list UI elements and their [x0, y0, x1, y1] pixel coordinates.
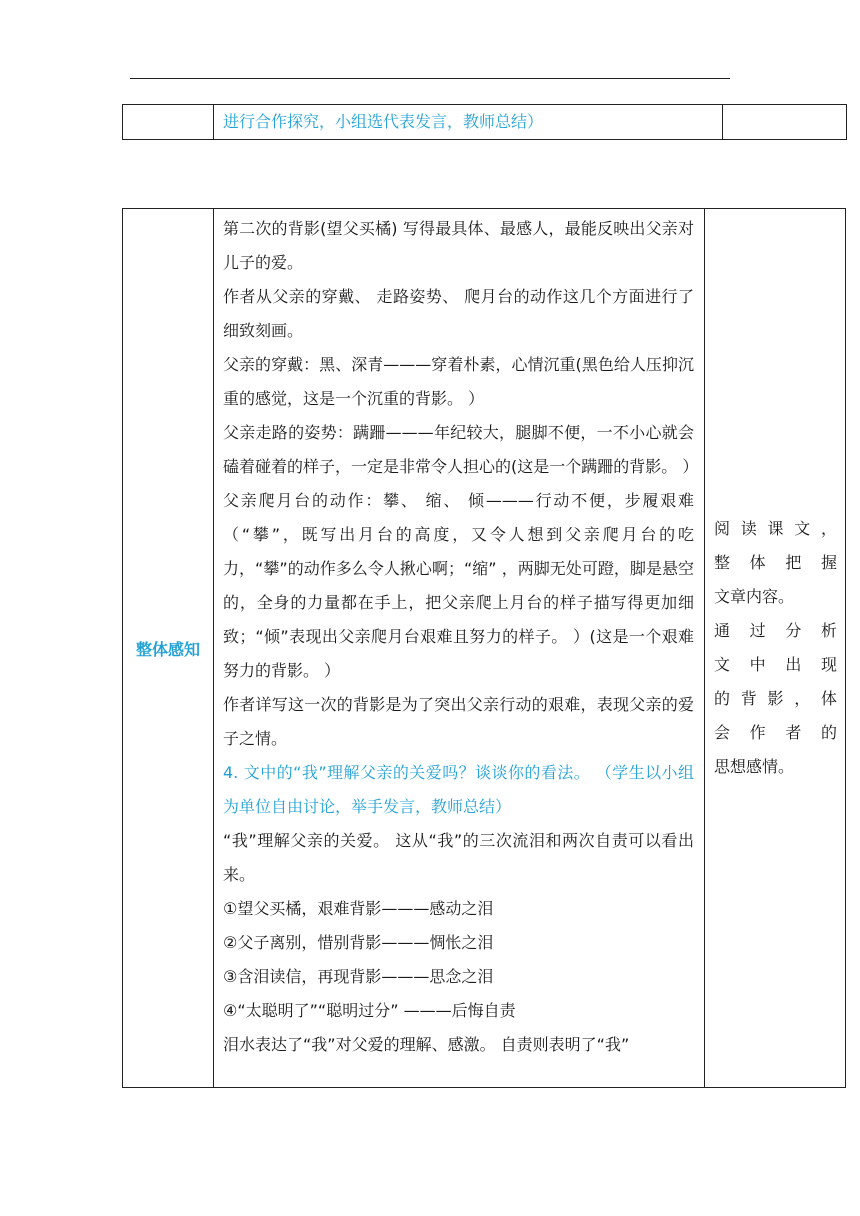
continued-text-cell: 进行合作探究，小组选代表发言，教师总结）	[214, 105, 723, 140]
top-table-fragment	[122, 104, 847, 140]
side-note-line: 文中出现	[714, 655, 837, 674]
side-note-line: 的背影，体	[714, 689, 837, 708]
side-note-body	[714, 512, 837, 784]
side-note-cell	[705, 209, 846, 1088]
content-paragraph: 作者从父亲的穿戴、 走路姿势、 爬月台的动作这几个方面进行了细致刻画。	[223, 287, 694, 340]
content-paragraph: 作者详写这一次的背影是为了突出父亲行动的艰难，表现父亲的爱子之情。	[223, 695, 694, 748]
table-row	[123, 209, 846, 1088]
lesson-table	[122, 208, 846, 1088]
empty-cell	[723, 105, 847, 140]
content-paragraph: 泪水表达了“我”对父爱的理解、感激。 自责则表明了“我”	[223, 1035, 630, 1054]
content-body	[214, 209, 704, 1087]
side-note-line: 阅读课文，	[714, 519, 837, 538]
content-paragraph: ②父子离别，惜别背影———惆怅之泪	[223, 933, 494, 952]
content-paragraph: ④“太聪明了”“聪明过分” ———后悔自责	[223, 1001, 516, 1020]
content-cell	[214, 209, 705, 1088]
empty-cell	[123, 105, 214, 140]
section-title: 整体感知	[123, 209, 214, 1088]
side-note-line: 文章内容。	[714, 587, 795, 606]
content-paragraph: ③含泪读信，再现背影———思念之泪	[223, 967, 494, 986]
header-rule	[130, 78, 730, 79]
content-paragraph: “我”理解父亲的关爱。 这从“我”的三次流泪和两次自责可以看出来。	[223, 831, 694, 884]
content-paragraph: 父亲走路的姿势：蹒跚———年纪较大，腿脚不便，一不小心就会磕着碰着的样子，一定是非常令人担心的(这是一个蹒跚的背影。 ）	[223, 423, 699, 476]
content-paragraph: ①望父买橘，艰难背影———感动之泪	[223, 899, 494, 918]
content-paragraph: 父亲的穿戴：黑、深青———穿着朴素，心情沉重(黑色给人压抑沉重的感觉，这是一个沉重的背影。 ）	[223, 355, 694, 408]
side-note-line: 思想感情。	[714, 757, 795, 776]
side-note-line: 会作者的	[714, 723, 837, 742]
content-paragraph: 4. 文中的“我”理解父亲的关爱吗？谈谈你的看法。 （学生以小组为单位自由讨论，举手发言，教师总结）	[223, 763, 694, 816]
table-row	[123, 105, 847, 140]
side-note-line: 通过分析	[714, 621, 837, 640]
side-note-line: 整体把握	[714, 553, 837, 572]
content-paragraph: 第二次的背影(望父买橘) 写得最具体、最感人，最能反映出父亲对儿子的爱。	[223, 219, 694, 272]
content-paragraph: 父亲爬月台的动作：攀、 缩、 倾———行动不便，步履艰难（“攀”，既写出月台的高度，又令人想到父亲爬月台的吃力，“攀”的动作多么令人揪心啊；“缩” ，两脚无处可蹬，脚是悬空的，全身的力量都在手上，把父亲爬上月台的样子描写得更加细致；“倾”表现出父亲爬月台艰难且努力的样子。 ）(这是一个艰难努力的背影。 ）	[223, 491, 694, 680]
